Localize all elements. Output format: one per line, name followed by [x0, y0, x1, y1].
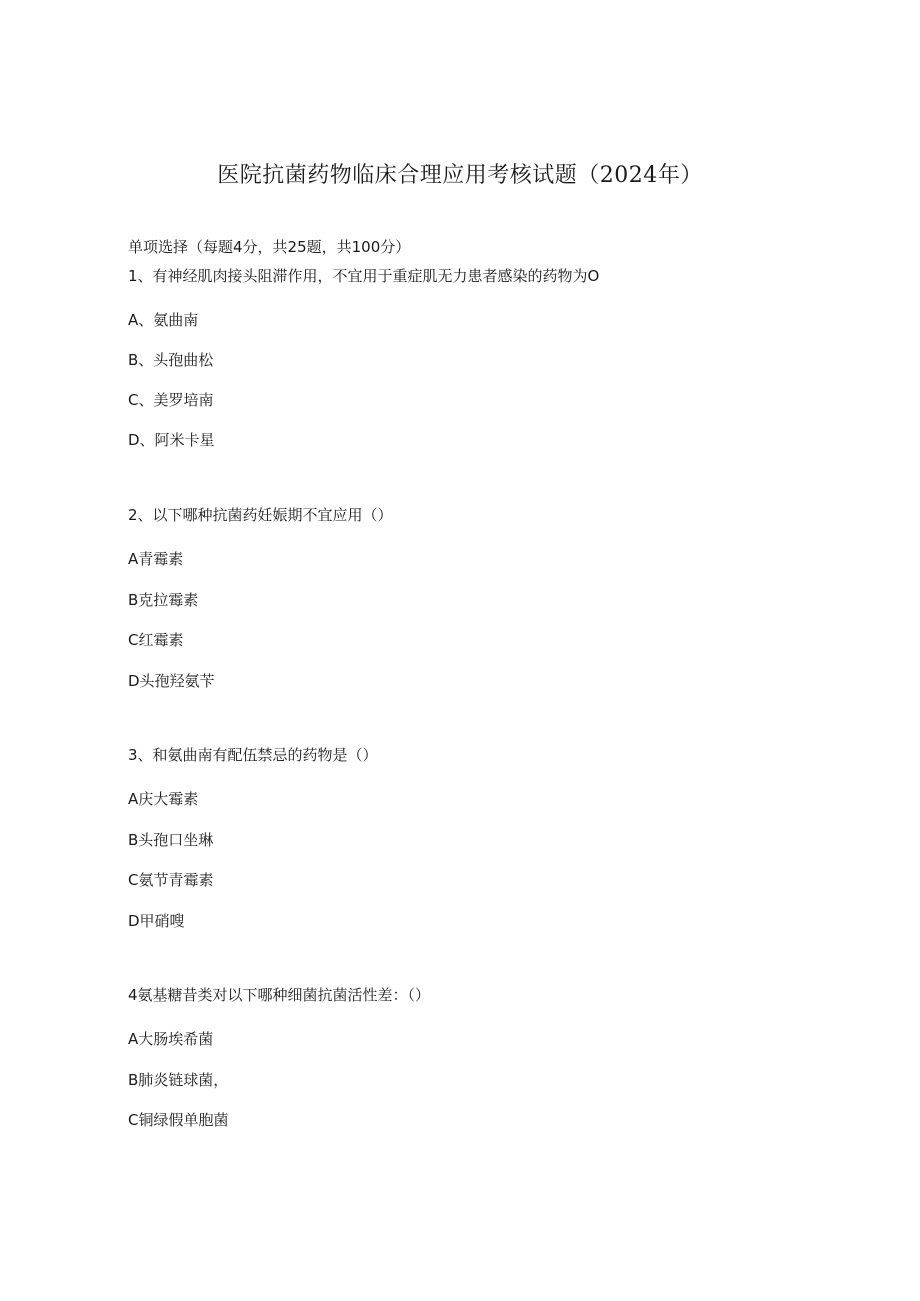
- question-3-stem: 3、和氨曲南有配伍禁忌的药物是（）: [128, 746, 378, 764]
- question-1-option-a: A、氨曲南: [128, 311, 199, 329]
- question-4-option-c: C铜绿假单胞菌: [128, 1111, 229, 1129]
- question-3-option-b: B头孢口坐琳: [128, 831, 214, 849]
- question-3-option-a: A庆大霉素: [128, 790, 199, 808]
- question-4-option-b: B肺炎链球菌，: [128, 1071, 229, 1089]
- question-2-option-a: A青霉素: [128, 550, 184, 568]
- question-3-option-c: C氨节青霉素: [128, 871, 214, 889]
- question-2-option-d: D头孢羟氨苄: [128, 672, 215, 690]
- question-4-option-a: A大肠埃希菌: [128, 1030, 214, 1048]
- question-2-option-c: C红霉素: [128, 631, 184, 649]
- question-1-option-d: D、阿米卡星: [128, 431, 215, 449]
- question-3-option-d: D甲硝嗖: [128, 912, 185, 930]
- question-2-option-b: B克拉霉素: [128, 591, 199, 609]
- question-1-option-c: C、美罗培南: [128, 391, 214, 409]
- question-2-stem: 2、以下哪种抗菌药妊娠期不宜应用（）: [128, 506, 393, 524]
- question-1-option-b: B、头孢曲松: [128, 351, 214, 369]
- section-header: 单项选择（每题4分，共25题，共100分）: [128, 238, 411, 256]
- document-title: 医院抗菌药物临床合理应用考核试题（2024年）: [217, 163, 703, 188]
- question-1-stem: 1、有神经肌肉接头阻滞作用，不宜用于重症肌无力患者感染的药物为O: [128, 267, 600, 285]
- question-4-stem: 4氨基糖昔类对以下哪种细菌抗菌活性差：（）: [128, 986, 431, 1004]
